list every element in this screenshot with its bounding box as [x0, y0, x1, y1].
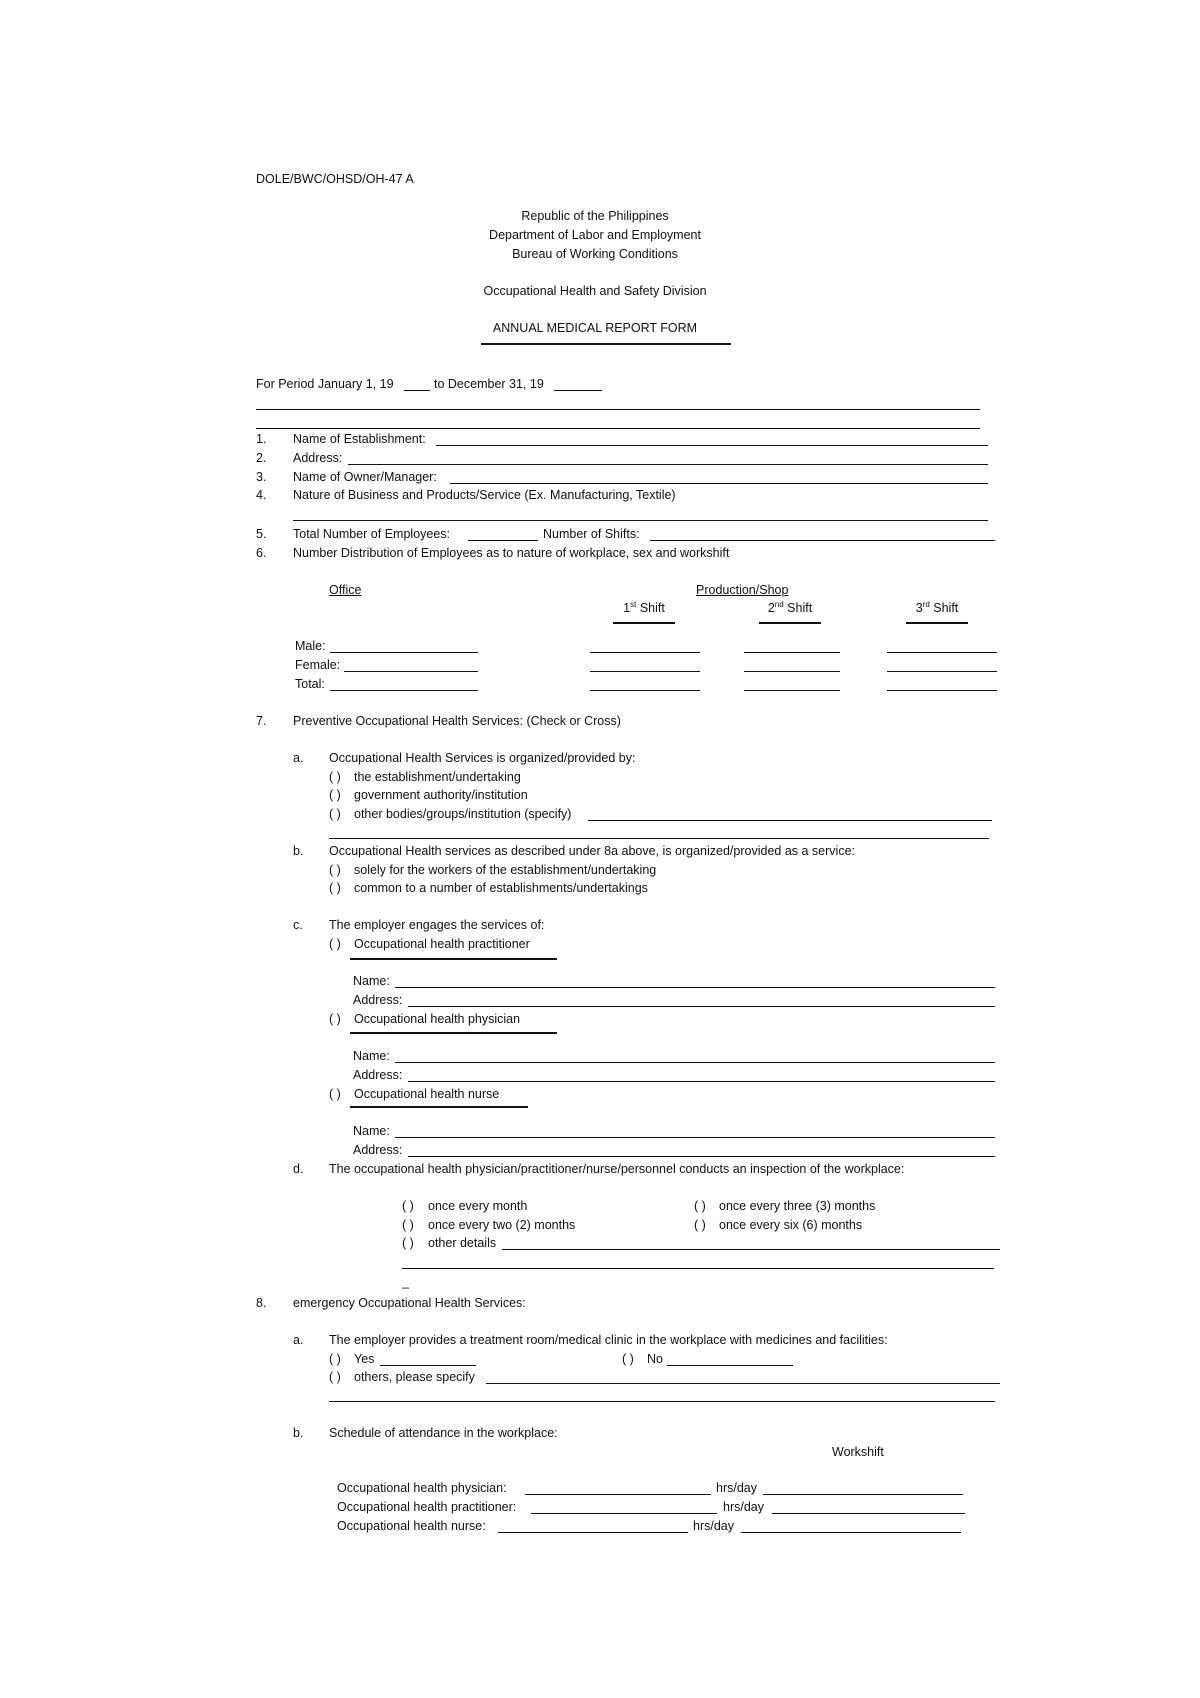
shift-3-underline — [906, 622, 968, 624]
hrs-per-day-label: hrs/day — [723, 1500, 764, 1514]
physician-address-field[interactable] — [408, 1081, 995, 1082]
address-label: Address: — [353, 993, 403, 1007]
checkbox[interactable]: ( ) — [329, 770, 341, 784]
checkbox[interactable]: ( ) — [622, 1352, 634, 1366]
physician-name-field[interactable] — [395, 1062, 995, 1063]
address-label: Address: — [293, 451, 343, 465]
form-title: ANNUAL MEDICAL REPORT FORM — [492, 321, 698, 335]
shift-3-heading: 3rd Shift — [915, 600, 959, 615]
address-label: Address: — [353, 1068, 403, 1082]
office-heading: Office — [329, 583, 362, 597]
other-bodies-field-continued[interactable] — [329, 838, 989, 839]
practitioner-schedule-label: Occupational health practitioner: — [337, 1500, 517, 1514]
shift-1-underline — [613, 622, 675, 624]
shift-3-male-field[interactable] — [887, 652, 997, 653]
no-field[interactable] — [667, 1365, 793, 1366]
name-label: Name: — [353, 1049, 390, 1063]
checkbox[interactable]: ( ) — [329, 1370, 341, 1384]
option-underline — [350, 958, 557, 960]
item-number: 5. — [256, 527, 267, 541]
number-of-shifts-field[interactable] — [650, 540, 995, 541]
option-label: Occupational health physician — [354, 1012, 521, 1026]
item-number: 2. — [256, 451, 267, 465]
workshift-heading: Workshift — [832, 1445, 884, 1459]
option-label: solely for the workers of the establishment/undertaking — [354, 863, 657, 877]
period-start-year-field[interactable] — [404, 390, 430, 391]
option-underline — [350, 1032, 557, 1034]
subsection-letter: d. — [293, 1162, 304, 1176]
option-label: the establishment/undertaking — [354, 770, 521, 784]
shift-2-female-field[interactable] — [744, 671, 840, 672]
address-field[interactable] — [348, 464, 988, 465]
option-underline — [350, 1106, 528, 1108]
checkbox[interactable]: ( ) — [694, 1199, 706, 1213]
section-8a-title: The employer provides a treatment room/medical clinic in the workplace with medicines and facilities: — [329, 1333, 888, 1347]
subsection-letter: a. — [293, 751, 304, 765]
period-prefix: For Period January 1, 19 — [256, 377, 394, 391]
practitioner-schedule-field[interactable] — [531, 1513, 717, 1514]
section-7c-title: The employer engages the services of: — [329, 918, 545, 932]
section-number: 8. — [256, 1296, 267, 1310]
owner-manager-field[interactable] — [450, 483, 988, 484]
shift-1-total-field[interactable] — [590, 690, 700, 691]
others-field-continued[interactable] — [329, 1401, 995, 1402]
office-total-field[interactable] — [330, 690, 478, 691]
form-code: DOLE/BWC/OHSD/OH-47 A — [256, 172, 414, 186]
no-label: No — [647, 1352, 663, 1366]
option-label: once every month — [428, 1199, 528, 1213]
yes-field[interactable] — [380, 1365, 476, 1366]
separator-line — [256, 428, 980, 429]
hrs-per-day-label: hrs/day — [693, 1519, 734, 1533]
checkbox[interactable]: ( ) — [329, 1087, 341, 1101]
checkbox[interactable]: ( ) — [402, 1218, 414, 1232]
shift-1-heading: 1st Shift — [623, 600, 665, 615]
subsection-letter: a. — [293, 1333, 304, 1347]
checkbox[interactable]: ( ) — [329, 1012, 341, 1026]
nature-of-business-field[interactable] — [293, 520, 988, 521]
option-label: common to a number of establishments/undertakings — [354, 881, 648, 895]
title-underline — [481, 343, 731, 345]
owner-manager-label: Name of Owner/Manager: — [293, 470, 437, 484]
checkbox[interactable]: ( ) — [694, 1218, 706, 1232]
section-number: 7. — [256, 714, 267, 728]
yes-label: Yes — [354, 1352, 375, 1366]
nurse-address-field[interactable] — [408, 1156, 995, 1157]
others-label: others, please specify — [354, 1370, 475, 1384]
checkbox[interactable]: ( ) — [402, 1236, 414, 1250]
checkbox[interactable]: ( ) — [329, 937, 341, 951]
option-label: Occupational health practitioner — [354, 937, 530, 951]
practitioner-workshift-field[interactable] — [772, 1513, 965, 1514]
other-details-field-continued[interactable] — [402, 1268, 994, 1269]
shift-2-heading: 2nd Shift — [767, 600, 813, 615]
section-7a-title: Occupational Health Services is organized/provided by: — [329, 751, 636, 765]
total-employees-label: Total Number of Employees: — [293, 527, 451, 541]
checkbox[interactable]: ( ) — [329, 881, 341, 895]
practitioner-address-field[interactable] — [408, 1006, 995, 1007]
office-female-field[interactable] — [344, 671, 478, 672]
checkbox[interactable]: ( ) — [329, 807, 341, 821]
option-label: government authority/institution — [354, 788, 528, 802]
practitioner-name-field[interactable] — [395, 987, 995, 988]
other-bodies-field[interactable] — [588, 820, 992, 821]
option-label: once every six (6) months — [719, 1218, 863, 1232]
other-details-field[interactable] — [502, 1249, 1000, 1250]
subsection-letter: c. — [293, 918, 303, 932]
nurse-schedule-label: Occupational health nurse: — [337, 1519, 486, 1533]
physician-schedule-label: Occupational health physician: — [337, 1481, 507, 1495]
section-7d-title: The occupational health physician/practitioner/nurse/personnel conducts an inspection of the workplace: — [329, 1162, 905, 1176]
separator-line — [256, 409, 980, 410]
section-7-title: Preventive Occupational Health Services: (Check or Cross) — [293, 714, 621, 728]
male-label: Male: — [295, 639, 326, 653]
shift-1-male-field[interactable] — [590, 652, 700, 653]
physician-workshift-field[interactable] — [763, 1494, 963, 1495]
number-of-shifts-label: Number of Shifts: — [543, 527, 640, 541]
checkbox[interactable]: ( ) — [329, 788, 341, 802]
nurse-name-field[interactable] — [395, 1137, 995, 1138]
total-label: Total: — [295, 677, 325, 691]
address-label: Address: — [353, 1143, 403, 1157]
office-male-field[interactable] — [330, 652, 478, 653]
others-field[interactable] — [486, 1383, 1000, 1384]
subsection-letter: b. — [293, 844, 304, 858]
shift-1-female-field[interactable] — [590, 671, 700, 672]
shift-2-male-field[interactable] — [744, 652, 840, 653]
period-middle: to December 31, 19 — [434, 377, 544, 391]
item-number: 6. — [256, 546, 267, 560]
item-number: 4. — [256, 488, 267, 502]
physician-schedule-field[interactable] — [525, 1494, 711, 1495]
checkbox[interactable]: ( ) — [329, 863, 341, 877]
distribution-label: Number Distribution of Employees as to nature of workplace, sex and workshift — [293, 546, 730, 560]
period-end-year-field[interactable] — [554, 390, 602, 391]
production-heading: Production/Shop — [696, 583, 789, 597]
nurse-workshift-field[interactable] — [741, 1532, 961, 1533]
shift-3-female-field[interactable] — [887, 671, 997, 672]
header-department: Department of Labor and Employment — [489, 228, 701, 242]
stray-mark: _ — [402, 1275, 409, 1289]
option-label: once every three (3) months — [719, 1199, 876, 1213]
hrs-per-day-label: hrs/day — [716, 1481, 757, 1495]
item-number: 3. — [256, 470, 267, 484]
nurse-schedule-field[interactable] — [498, 1532, 688, 1533]
option-label: other bodies/groups/institution (specify) — [354, 807, 572, 821]
name-label: Name: — [353, 1124, 390, 1138]
item-number: 1. — [256, 432, 267, 446]
section-8b-title: Schedule of attendance in the workplace: — [329, 1426, 558, 1440]
section-8-title: emergency Occupational Health Services: — [293, 1296, 526, 1310]
shift-2-underline — [759, 622, 821, 624]
checkbox[interactable]: ( ) — [402, 1199, 414, 1213]
shift-3-total-field[interactable] — [887, 690, 997, 691]
establishment-name-label: Name of Establishment: — [293, 432, 426, 446]
header-republic: Republic of the Philippines — [521, 209, 669, 223]
subsection-letter: b. — [293, 1426, 304, 1440]
name-label: Name: — [353, 974, 390, 988]
header-division: Occupational Health and Safety Division — [483, 284, 707, 298]
total-employees-field[interactable] — [468, 540, 538, 541]
section-7b-title: Occupational Health services as described under 8a above, is organized/provided as a service: — [329, 844, 855, 858]
option-label: other details — [428, 1236, 497, 1250]
header-bureau: Bureau of Working Conditions — [512, 247, 678, 261]
establishment-name-field[interactable] — [436, 445, 988, 446]
nature-of-business-label: Nature of Business and Products/Service (Ex. Manufacturing, Textile) — [293, 488, 676, 502]
option-label: once every two (2) months — [428, 1218, 576, 1232]
shift-2-total-field[interactable] — [744, 690, 840, 691]
checkbox[interactable]: ( ) — [329, 1352, 341, 1366]
female-label: Female: — [295, 658, 341, 672]
option-label: Occupational health nurse — [354, 1087, 500, 1101]
